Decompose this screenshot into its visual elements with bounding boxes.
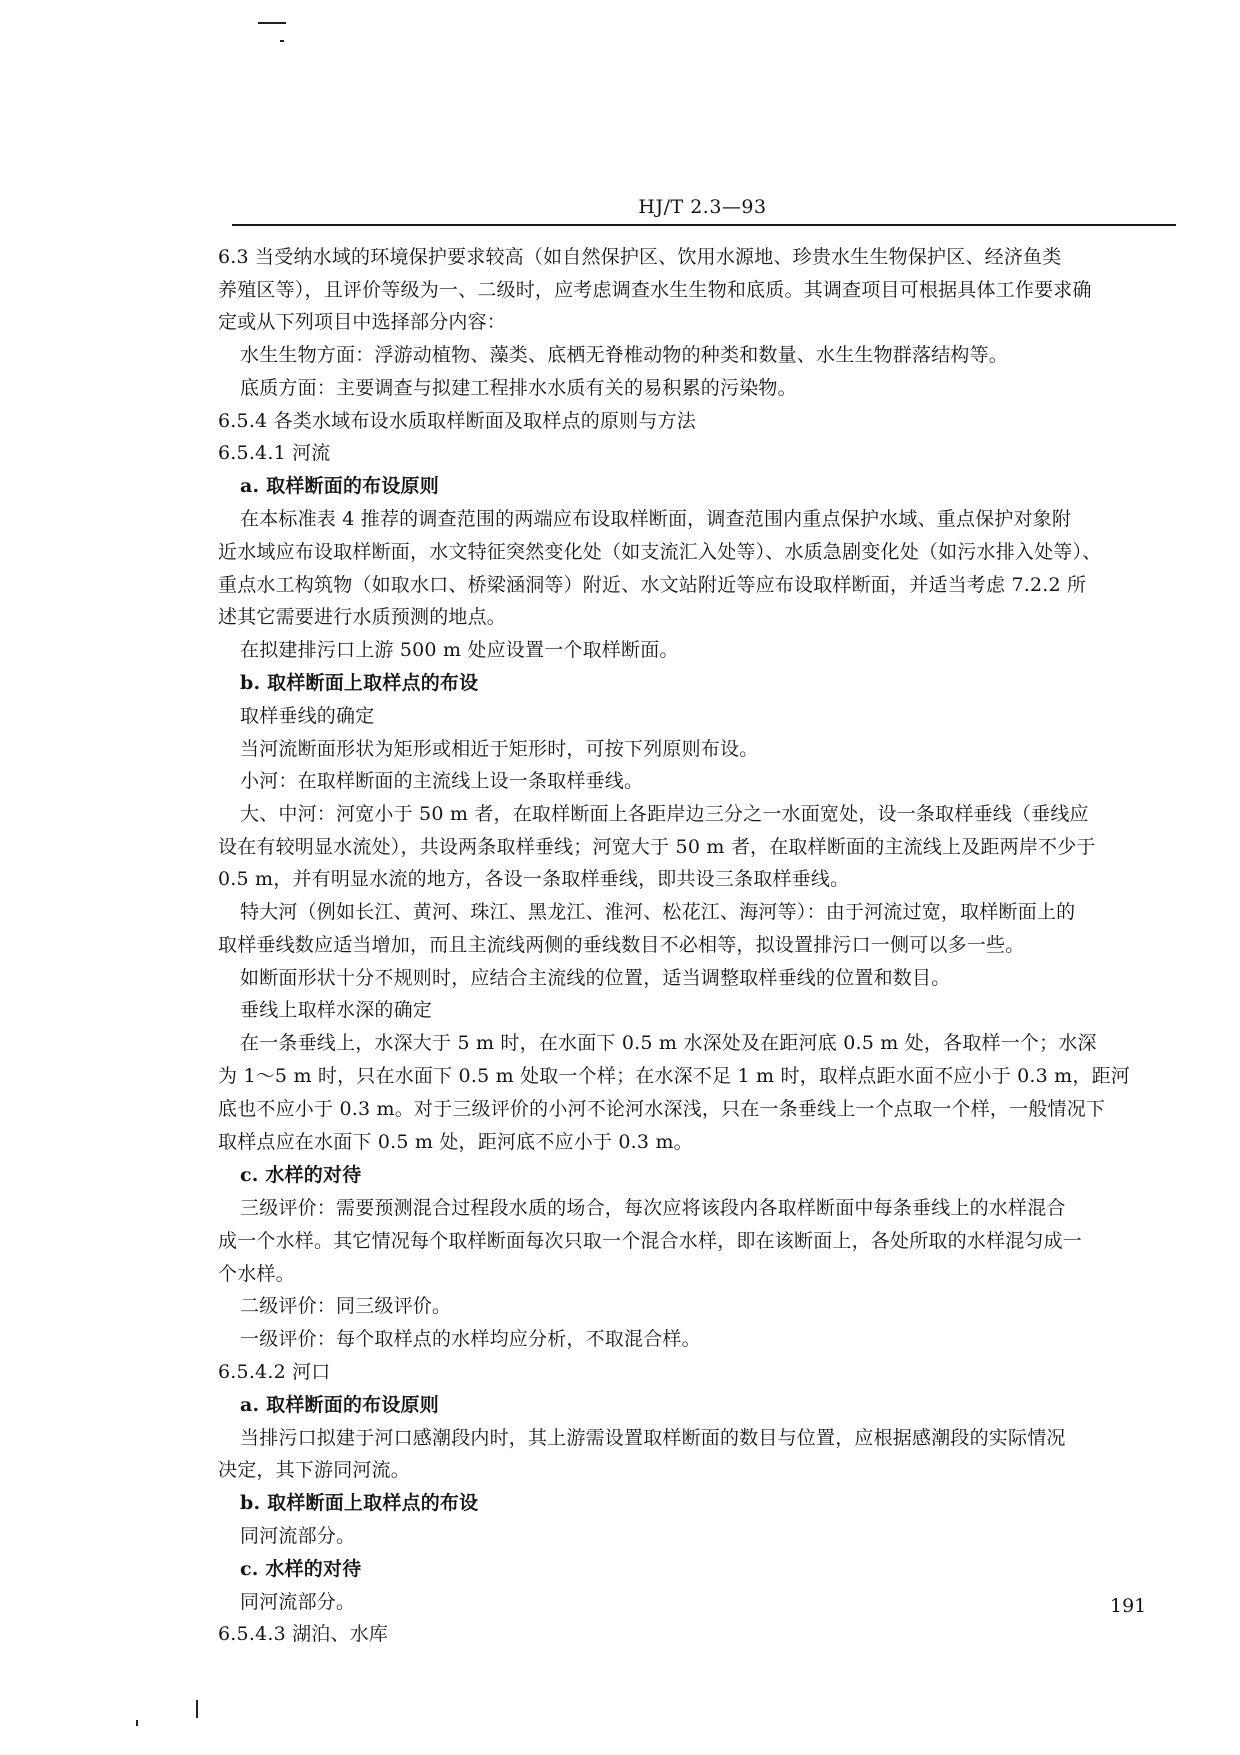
paragraph-line: 取样垂线数应适当增加，而且主流线两侧的垂线数目不必相等，拟设置排污口一侧可以多一些。: [218, 934, 1025, 956]
paragraph-line: 为 1～5 m 时，只在水面下 0.5 m 处取一个样；在水深不足 1 m 时，取样点距水面不应小于 0.3 m，距河: [218, 1065, 1131, 1087]
paragraph-line: 重点水工构筑物（如取水口、桥梁涵洞等）附近、水文站附近等应布设取样断面，并适当考虑 7.2.2 所: [218, 574, 1087, 596]
paragraph-line: 如断面形状十分不规则时，应结合主流线的位置，适当调整取样垂线的位置和数目。: [240, 967, 951, 989]
paragraph-line: 在本标准表 4 推荐的调查范围的两端应布设取样断面，调查范围内重点保护水域、重点保护对象附: [240, 508, 1072, 530]
paragraph-line: 定或从下列项目中选择部分内容：: [218, 311, 507, 333]
paragraph-line: 底也不应小于 0.3 m。对于三级评价的小河不论河水深浅，只在一条垂线上一个点取一个样，一般情况下: [218, 1098, 1106, 1120]
paragraph-line: 底质方面：主要调查与拟建工程排水水质有关的易积累的污染物。: [240, 377, 797, 399]
paragraph-line: 决定，其下游同河流。: [218, 1459, 411, 1481]
subsection-heading: b. 取样断面上取样点的布设: [240, 672, 479, 694]
paragraph-line: 小河：在取样断面的主流线上设一条取样垂线。: [240, 770, 644, 792]
paragraph-line: 述其它需要进行水质预测的地点。: [218, 606, 507, 628]
paragraph-line: 在一条垂线上，水深大于 5 m 时，在水面下 0.5 m 水深处及在距河底 0.5 m 处，各取样一个；水深: [240, 1032, 1097, 1054]
subsection-heading: c. 水样的对待: [240, 1558, 362, 1580]
section-heading: 6.5.4 各类水域布设水质取样断面及取样点的原则与方法: [218, 410, 696, 432]
paragraph-line: 0.5 m，并有明显水流的地方，各设一条取样垂线，即共设三条取样垂线。: [218, 868, 850, 890]
paragraph-line: 水生生物方面：浮游动植物、藻类、底栖无脊椎动物的种类和数量、水生生物群落结构等。: [240, 344, 1009, 366]
paragraph-line: 同河流部分。: [240, 1591, 356, 1613]
paragraph-line: 成一个水样。其它情况每个取样断面每次只取一个混合水样，即在该断面上，各处所取的水样混匀成一: [218, 1230, 1083, 1252]
scan-mark-margin: [196, 1700, 198, 1718]
page-number: 191: [1110, 1595, 1147, 1617]
paragraph-line: 养殖区等），且评价等级为一、二级时，应考虑调查水生生物和底质。其调查项目可根据具体工作要求确: [218, 279, 1092, 301]
subsection-heading: b. 取样断面上取样点的布设: [240, 1492, 479, 1514]
paragraph-line: 垂线上取样水深的确定: [240, 999, 433, 1021]
subsection-heading: a. 取样断面的布设原则: [240, 475, 439, 497]
paragraph-line: 大、中河：河宽小于 50 m 者，在取样断面上各距岸边三分之一水面宽处，设一条取样垂线（垂线应: [240, 803, 1089, 825]
paragraph-line: 近水域应布设取样断面，水文特征突然变化处（如支流汇入处等）、水质急剧变化处（如污水排入处等）、: [218, 541, 1102, 563]
paragraph-line: 三级评价：需要预测混合过程段水质的场合，每次应将该段内各取样断面中每条垂线上的水样混合: [240, 1197, 1066, 1219]
subsection-heading: a. 取样断面的布设原则: [240, 1394, 439, 1416]
scan-mark-bottom: [136, 1720, 138, 1726]
scan-mark-top: [258, 22, 286, 24]
paragraph-line: 一级评价：每个取样点的水样均应分析，不取混合样。: [240, 1328, 701, 1350]
paragraph-line: 设在有较明显水流处），共设两条取样垂线；河宽大于 50 m 者，在取样断面的主流线上及距两岸不少于: [218, 836, 1096, 858]
paragraph-line: 个水样。: [218, 1263, 295, 1285]
scan-mark-top-dot: [280, 40, 284, 42]
paragraph-line: 二级评价：同三级评价。: [240, 1295, 452, 1317]
paragraph-line: 同河流部分。: [240, 1525, 356, 1547]
paragraph-line: 取样点应在水面下 0.5 m 处，距河底不应小于 0.3 m。: [218, 1131, 693, 1153]
paragraph-line: 当河流断面形状为矩形或相近于矩形时，可按下列原则布设。: [240, 738, 759, 760]
paragraph-line: 取样垂线的确定: [240, 705, 375, 727]
paragraph-line: 特大河（例如长江、黄河、珠江、黑龙江、淮河、松花江、海河等）：由于河流过宽，取样断面上的: [240, 901, 1076, 923]
paragraph-line: 6.3 当受纳水域的环境保护要求较高（如自然保护区、饮用水源地、珍贵水生生物保护区、经济鱼类: [218, 246, 1062, 268]
section-heading: 6.5.4.3 湖泊、水库: [218, 1623, 389, 1645]
header-rule: [232, 224, 1176, 226]
subsection-heading: c. 水样的对待: [240, 1164, 362, 1186]
paragraph-line: 当排污口拟建于河口感潮段内时，其上游需设置取样断面的数目与位置，应根据感潮段的实际情况: [240, 1427, 1066, 1449]
paragraph-line: 在拟建排污口上游 500 m 处应设置一个取样断面。: [240, 639, 679, 661]
section-heading: 6.5.4.2 河口: [218, 1361, 331, 1383]
standard-code-header: HJ/T 2.3—93: [638, 196, 767, 218]
section-heading: 6.5.4.1 河流: [218, 442, 331, 464]
